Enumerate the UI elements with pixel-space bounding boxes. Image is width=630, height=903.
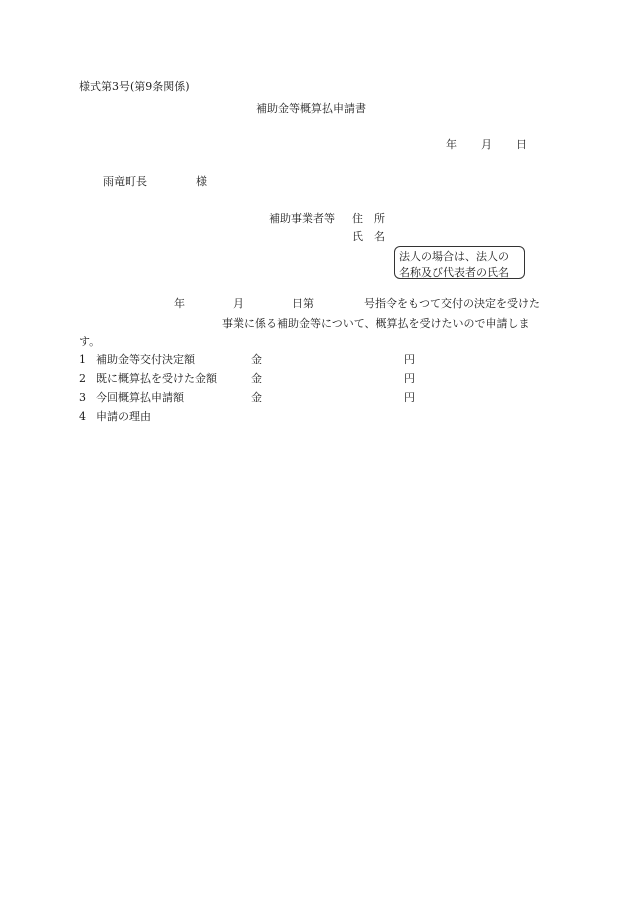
item-number: 1	[79, 353, 86, 366]
body-line3: す。	[79, 335, 101, 348]
body-day-no: 日第	[292, 297, 314, 310]
body-year: 年	[174, 297, 185, 310]
body-line2: 事業に係る補助金等について、概算払を受けたいので申請しま	[222, 317, 530, 330]
item-currency: 金	[251, 372, 262, 385]
item-currency: 金	[251, 353, 262, 366]
item-unit: 円	[404, 353, 415, 366]
body-month: 月	[233, 297, 244, 310]
item-number: 2	[79, 372, 86, 385]
item-label: 申請の理由	[96, 410, 151, 423]
applicant-label: 補助事業者等	[269, 212, 335, 225]
item-label: 今回概算払申請額	[96, 391, 184, 404]
corporate-note-line1: 法人の場合は、法人の	[399, 250, 509, 263]
item-label: 補助金等交付決定額	[96, 353, 195, 366]
corporate-note-line2: 名称及び代表者の氏名	[399, 266, 509, 279]
address-label: 住 所	[352, 212, 385, 225]
name-label: 氏 名	[352, 230, 385, 243]
addressee-name: 雨竜町長	[103, 175, 147, 188]
document-title: 補助金等概算払申請書	[256, 102, 366, 115]
item-number: 4	[79, 410, 86, 423]
body-line1-tail: 号指令をもつて交付の決定を受けた	[364, 297, 540, 310]
item-currency: 金	[251, 391, 262, 404]
date-month: 月	[481, 138, 492, 151]
item-unit: 円	[404, 372, 415, 385]
item-label: 既に概算払を受けた金額	[96, 372, 217, 385]
date-day: 日	[516, 138, 527, 151]
form-number: 様式第3号(第9条関係)	[79, 80, 190, 93]
item-unit: 円	[404, 391, 415, 404]
corporate-note-bracket	[394, 246, 525, 279]
date-year: 年	[446, 138, 457, 151]
addressee-honorific: 様	[196, 175, 207, 188]
item-number: 3	[79, 391, 86, 404]
